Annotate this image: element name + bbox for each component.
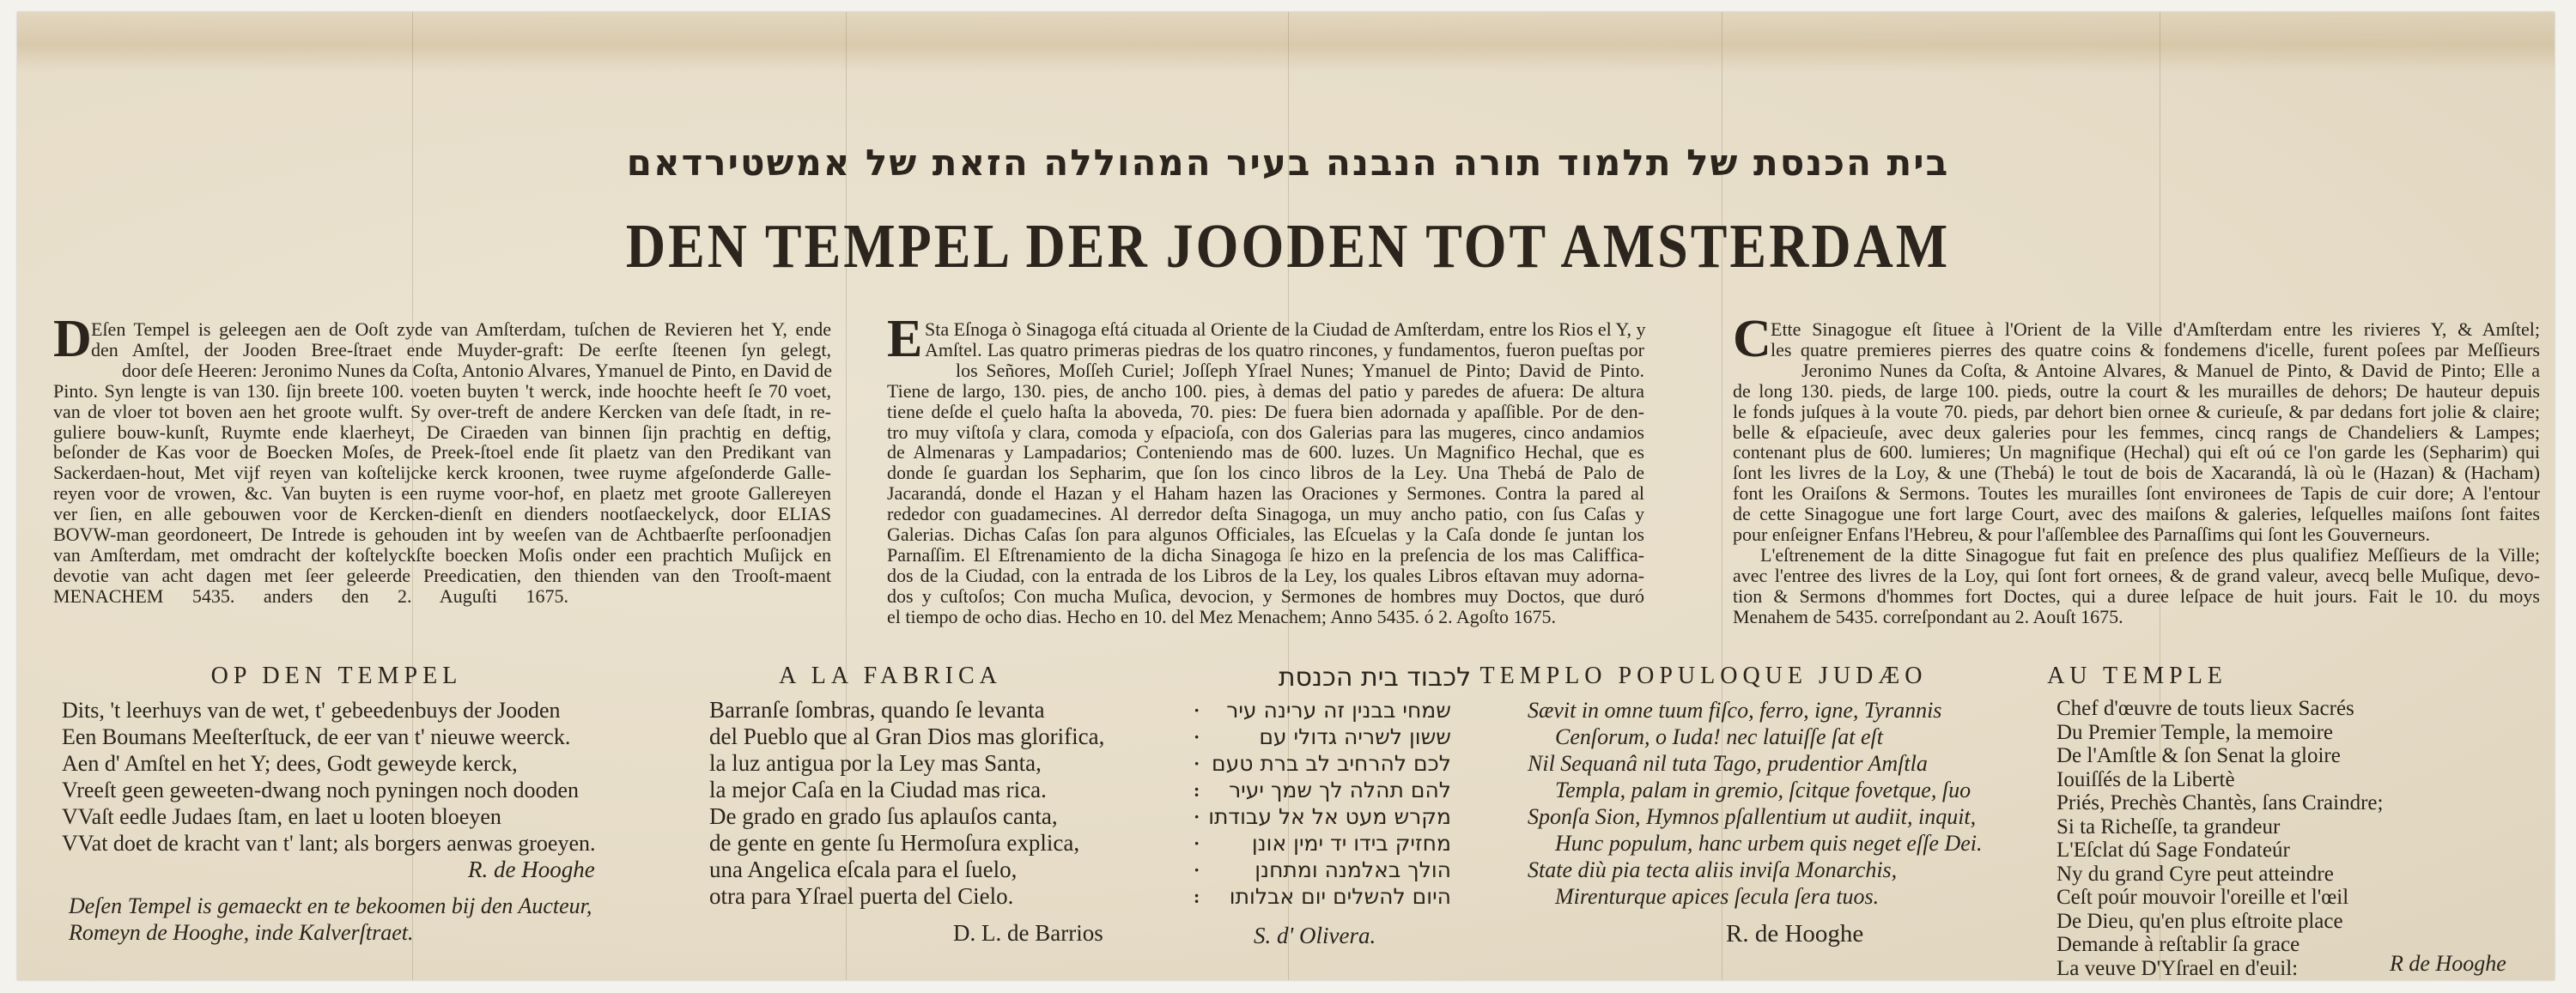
text-line: les quatre premieres pierres des quatre coins & fondemens d'icelle, furent poſees par Meſſieurs [1771,338,2540,360]
text-line: reyen voor de vrowen, &c. Van buyten is een ruyme voor-hof, en plaetz met groote Gallereyen [53,482,831,505]
poem-title-latin: TEMPLO POPULOQUE JUDÆO [1479,663,1928,689]
verse-mark: · [1194,726,1200,748]
french-poem [2057,697,2383,980]
poem-title-hebrew: לכבוד בית הכנסת [1278,663,1472,693]
text-line: dos de la Ciudad, con la entrada de los Libros de la Ley, los quales Libros eſtavan muy adorna- [887,564,1644,586]
poem-line: Een Boumans Meeſterſtuck, de eer van t' nieuwe weerck. [62,724,571,749]
drop-cap: D [53,310,92,368]
text-line: MENACHEM 5435. anders den 2. Auguſti 1675. [53,584,569,607]
text-line: belle & eſpacieuſe, avec deux galeries pour les femmes, cincq rangs de Chandeliers & Lampes; [1733,421,2540,443]
text-line: Parnaſſim. El Eſtrenamiento de la dicha Sinagoga ſe hizo en la preſencia de los mas Califfica- [887,543,1644,566]
poem-line: del Pueblo que al Gran Dios mas glorifica, [709,724,1105,749]
text-line: Tiene de largo, 130. pies, de ancho 100. pies, à demas del patio y paredes de afuera: De altura [887,379,1644,402]
poem-line: היום להשלים יום אבלותו [1229,884,1451,909]
poem-line: Templa, palam in gremio, ſcitque fovetque, ſuo [1555,778,1971,802]
imprint-line: Deſen Tempel is gemaeckt en te bekoomen bij den Aucteur, [69,893,592,918]
text-line: tro muy viſtoſa y clara, comoda y eſpacioſa, con dos Galerias para las mugeres, cinco andamios [887,421,1644,443]
poem-line: Ny du grand Cyre peut atteindre [2057,862,2334,886]
verse-mark: : [1194,779,1200,801]
text-line: ver ſien, en alle gebouwen voor de Kercken-dienſt en dienders nootſaeckelyck, door ELIAS [53,503,831,525]
text-line: Jacarandá, donde el Hazan y el Haham hazen las Oraciones y Sermones. Contra la pared al [887,482,1644,505]
poem-line: una Angelica eſcala para el ſuelo, [709,857,1018,882]
text-line: Sta Eſnoga ò Sinagoga eſtá cituada al Oriente de la Ciudad de Amſterdam, entre los Rios el Y, y [925,318,1646,340]
text-line: beſonder de Kas voor de Boecken Moſes, de Preek-ſtoel ende ſit plaetz van den Predikant van [53,441,831,463]
text-line: Pinto. Syn lengte is van 130. ſijn breete 100. voeten buyten 't werck, inde hoochte heeft ſe 70 voet, [53,379,831,402]
poem-line: Chef d'œuvre de touts lieux Sacrés [2057,697,2354,720]
verse-marks [1194,697,1200,910]
text-line: dos y cuſtoſos; Con mucha Muſica, devocion, y Sermones de hombres muy Doctos, que duró [887,584,1644,607]
poem-line: Vreeſt geen geweeten-dwang noch pyningen noch dooden [62,778,579,802]
text-line: donde ſe guardan los Sepharim, que ſon los cinco libros de la Ley. Una Thebá de Palo de [887,462,1644,484]
text-line: tiene deſde el çuelo haſta la aboveda, 70. pies: De fuera bien adornada y apaſſible. Por de den- [887,400,1644,422]
french-description [1733,310,2540,627]
poem-line: Barranſe ſombras, quando ſe levanta [709,697,1045,723]
poem-line: La veuve D'Yſrael en d'euil: [2057,956,2299,980]
poem-line: Si ta Richeſſe, ta grandeur [2057,814,2281,839]
text-line: den Amſtel, der Jooden Bree-ſtraet ende Muyder-graft: De eerſte ſteenen ſyn gelegt, [91,338,831,360]
imprint [69,893,592,946]
poem-line: De Dieu, qu'en plus eſtroite place [2057,909,2343,933]
verse-mark: · [1194,833,1200,854]
text-line: Galerias. Dichas Caſas ſon para algunos Officiales, las Eſcuelas y la Caſa donde ſe juntan los [887,524,1644,546]
poem-line: ששון לשריה גדולי עם [1259,724,1451,749]
poem-title-french: AU TEMPLE [2047,663,2227,689]
text-line: Eſen Tempel is geleegen aen de Ooſt zyde van Amſterdam, tuſchen de Revieren het Y, ende [91,318,831,340]
text-line: L'eſtrenement de la ditte Sinagogue fut fait en preſence des plus qualifiez Meſſieurs de la Ville; [1760,543,2540,566]
poem-line: otra para Yſrael puerta del Cielo. [709,883,1014,909]
poem-line: Nil Sequanâ nil tuta Tago, prudentior Amſtla [1528,751,1928,776]
hebrew-title: בית הכנסת של תלמוד תורה הנבנה בעיר המהוללה הזאת של אמשטירדאם [626,142,1950,184]
text-line: de long 130. pieds, de large 100. pieds, outre la court & les murailles de dehors; De hauteur depuis [1733,379,2540,402]
latin-poem [1528,697,1983,910]
poem-line: Aen d' Amſtel en het Y; dees, Godt geweyde kerck, [62,751,518,776]
top-edge-stain [17,12,2555,72]
poem-line: Sponſa Sion, Hymnos pſallentium ut audiit, inquit, [1528,804,1977,829]
text-line: tion & Sermons d'hommes fort Doctes, qui a duree leſpace de huit jours. Fait le 10. du moys [1733,584,2540,607]
poem-line: מקרש מעט אל אל עבודתו [1208,804,1451,829]
poem-author: S. d' Olivera. [1254,923,1376,948]
poem-title-dutch: OP DEN TEMPEL [210,663,463,689]
text-line: font les Oraiſons & Sermons. Toutes les murailles ſont environees de Tapis de cuir dore; A l'entour [1733,482,2540,505]
poem-line: Du Premier Temple, la memoire [2057,720,2333,744]
poem-line: VVaſt eedle Judaes ſtam, en laet u looten bloeyen [62,804,501,829]
poem-line: Demande à reſtablir ſa grace [2057,933,2300,956]
poem-line: L'Eſclat dú Sage Fondateúr [2057,839,2290,862]
text-line: le fonds juſques à la voute 70. pieds, par dehort bien ornee & curieuſe, & par dedans fort jolie & claire; [1733,400,2540,422]
text-line: Jeronimo Nunes da Coſta, & Antoine Alvares, & Manuel de Pinto, & David de Pinto; Elle a [1801,359,2540,381]
text-line: van de vloer tot boven aen het groote wulft. Sy over-treft de andere Kercken van deſe ſtadt, in re- [53,400,831,422]
spanish-poem [709,697,1104,910]
hebrew-poem [1208,697,1451,910]
text-line: Amſtel. Las quatro primeras piedras de los quatro rincones, y fundamentos, fueron pueſtas por [925,338,1644,360]
text-line: rededor con guadamecines. Al derredor deſta Sinagoga, un muy ancho patio, con ſus Caſas y [887,503,1644,525]
text-line: Sackerdaen-hout, Met vijf reyen van koſtelijcke kerck kroonen, twee ruyme afgeſonderde Galle- [53,462,831,484]
text-line: los Señores, Moſſeh Curiel; Joſſeph Yſrael Nunes; Ymanuel de Pinto; David de Pinto. [956,359,1644,381]
poem-line: Hunc populum, hanc urbem quis neget eſſe Dei. [1555,831,1983,856]
poem-line: Priés, Prechès Chantès, ſans Craindre; [2057,791,2384,814]
text-line: devotie van acht dagen met ſeer geleerde Preedicatien, den thienden van den Trooſt-maent [53,564,831,586]
poem-line: Cenſorum, o Iuda! nec latuiſſe ſat eſt [1555,724,1883,749]
poem-line: לכם להרחיב לב ברת טעם [1212,751,1451,776]
text-line: de Almenaras y Lampadarios; Conteniendo mas de 600. luzes. Un Magnifico Hechal, que es [887,441,1644,463]
dutch-description [53,310,833,607]
poem-line: State diù pia tecta aliis inviſa Monarchis, [1528,857,1898,882]
text-line: de cette Sinagogue une fort large Court, avec des maiſons & galeries, leſquelles maiſons ſont faites [1733,503,2540,525]
text-line: door deſe Heeren: Jeronimo Nunes da Coſta, Antonio Alvares, Ymanuel de Pinto, en David de [122,359,833,381]
verse-mark: · [1194,699,1200,721]
poem-line: Mirenturque apices ſecula ſera tuos. [1555,884,1880,909]
poem-title-spanish: A LA FABRICA [779,663,1002,689]
imprint-line: Romeyn de Hooghe, inde Kalverſtraet. [69,920,414,945]
spanish-description [887,310,1646,627]
poem-line: VVat doet de kracht van t' lant; als borgers aenwas groeyen. [62,831,596,856]
dutch-poem [62,697,596,857]
text-line: van Amſterdam, met omdracht der koſtelyckſte boecken Moſis onder een prachtich Muſijck en [53,543,831,566]
text-line: avec l'entree des livres de la Loy, qui ſont fort ornees, & de grand valeur, avecq belle Muſique, devo- [1733,564,2540,586]
verse-mark: · [1194,859,1200,881]
text-line: ſont les livres de la Loy, & une (Thebá) le tout de bois de Xacarandá, là où le (Hazan) & (Hacham) [1733,462,2540,484]
poem-line: הולך באלמנה ומתחנן [1255,857,1451,882]
poem-line: De l'Amſtle & ſon Senat la gloire [2057,744,2341,767]
verse-mark: : [1194,886,1200,907]
poem-line: Dits, 't leerhuys van de wet, t' gebeedenbuys der Jooden [62,698,561,723]
poem-author: R. de Hooghe [1726,920,1864,948]
text-line: pour enſeigner Enfans l'Hebreu, & pour l'aſſemblee des Parnaſſims qui ſont les Gouverneurs. [1733,524,2430,546]
poem-author: R de Hooghe [2390,951,2506,976]
poem-line: שמחי בבנין זה ערינה עיר [1226,698,1451,723]
poem-line: De grado en grado ſus aplauſos canta, [709,803,1058,829]
text-line: Ette Sinagogue eſt ſituee à l'Orient de la Ville d'Amſterdam entre les rivieres Y, & Amſtel; [1771,318,2540,340]
poem-line: Ceſt poúr mouvoir l'oreille et l'œil [2057,886,2349,909]
poem-author: R. de Hooghe [468,857,595,882]
drop-cap: E [887,310,923,368]
poem-line: מחזיק בידו יד ימין אונן [1251,831,1451,856]
text-line: BOVW-man geordoneert, De Intrede is gehouden int by weeſen van de Achtbaerſte perſoonadjen [53,524,831,546]
poem-line: Iouiſſés de la Libertè [2057,767,2235,791]
text-line: el tiempo de ocho dias. Hecho en 10. del Mez Menachem; Anno 5435. ó 2. Agoſto 1675. [887,605,1557,627]
verse-mark: · [1194,806,1200,827]
text-line: Menahem de 5435. correſpondant au 2. Aouſt 1675. [1733,605,2123,627]
poem-author: D. L. de Barrios [953,920,1103,946]
verse-mark: · [1194,753,1200,774]
poem-line: la luz antigua por la Ley mas Santa, [709,750,1042,776]
text-line: guliere bouw-kunſt, Ruymte ende klaerheyt, De Ciraeden van binnen ſijn prachtig en deftig, [53,421,831,443]
poem-line: Sævit in omne tuum fiſco, ferro, igne, Tyrannis [1528,698,1942,723]
drop-cap: C [1733,310,1771,368]
page-title: DEN TEMPEL DER JOODEN TOT AMSTERDAM [625,210,1951,282]
poem-line: la mejor Caſa en la Ciudad mas rica. [709,777,1047,802]
poem-line: להם תהלה לך שמך יעיר [1229,778,1451,802]
poem-line: de gente en gente ſu Hermoſura explica, [709,830,1080,856]
text-line: contenant plus de 600. lumieres; Un magnifique (Hechal) qui eſt oú ce l'on garde les (Sepharim) qui [1733,441,2540,463]
